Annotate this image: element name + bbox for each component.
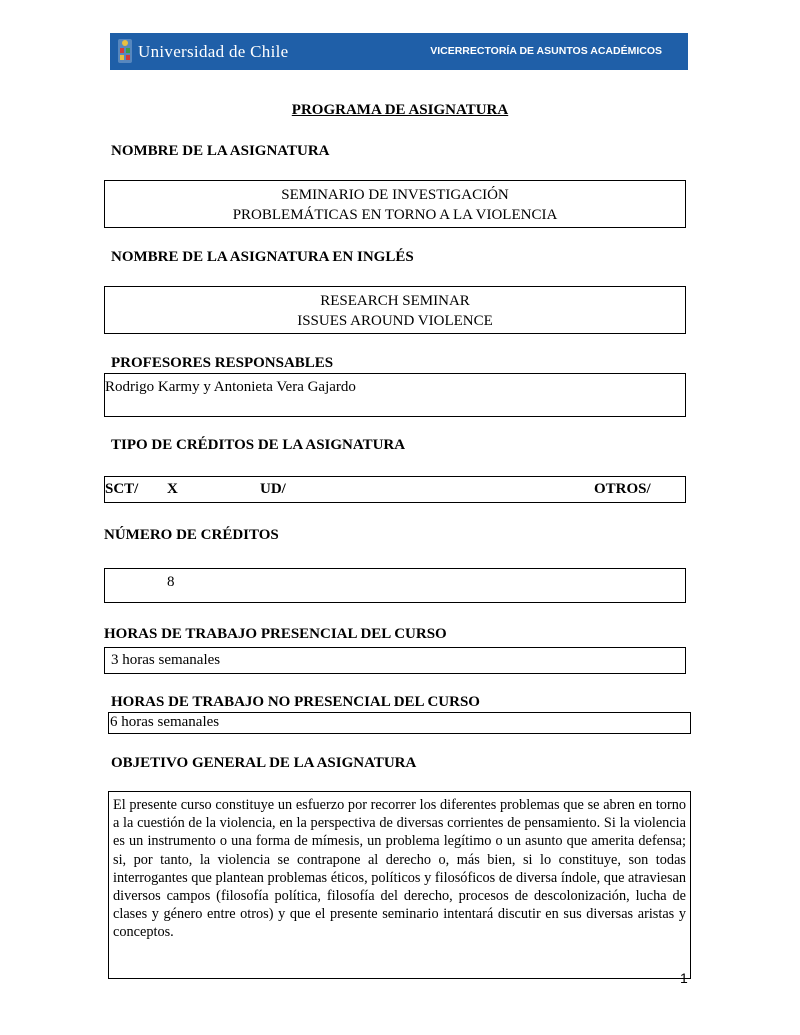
credit-type-ud: UD/ (260, 481, 286, 497)
university-name: Universidad de Chile (138, 42, 289, 61)
nonpresential-hours-box (108, 712, 691, 734)
header-banner (110, 33, 688, 70)
course-name-box (104, 180, 686, 228)
course-name-line1: SEMINARIO DE INVESTIGACIÓN (281, 187, 509, 203)
nonpresential-hours-value: 6 horas semanales (110, 714, 220, 730)
professors-label: PROFESORES RESPONSABLES (111, 355, 334, 371)
objective-text: El presente curso constituye un esfuerzo por recorrer los diferentes problemas que se abren en torno a la cuestión de la violencia, en la perspectiva de diversas corrientes de pensamiento. Si la violencia es un instrumento o una forma de mímesis, un problema legítimo o un asunto que amerita defensa; si, por tanto, la violencia se contrapone al derecho o, más bien, si lo constituye, son todas interrogantes que plantean problemas éticos, políticos y filosóficos de diversa índole, que atraviesan diversos campos (filosofía política, filosofía del derecho, procesos de descolonización, lucha de clases y género entre otros) y que el presente seminario intentará discutir en sus diversas aristas y conceptos. (113, 797, 686, 941)
credits-value: 8 (167, 574, 175, 590)
course-name-en-line1: RESEARCH SEMINAR (320, 293, 470, 309)
credits-box (104, 568, 686, 603)
document-title: PROGRAMA DE ASIGNATURA (291, 102, 509, 118)
presential-hours-box (104, 647, 686, 674)
credit-type-box (104, 476, 686, 503)
presential-hours-label: HORAS DE TRABAJO PRESENCIAL DEL CURSO (104, 626, 447, 642)
nonpresential-hours-label: HORAS DE TRABAJO NO PRESENCIAL DEL CURSO (111, 694, 480, 710)
course-name-en-line2: ISSUES AROUND VIOLENCE (297, 313, 493, 329)
professors-value: Rodrigo Karmy y Antonieta Vera Gajardo (105, 379, 356, 395)
page-number: 1 (680, 970, 688, 986)
objective-label: OBJETIVO GENERAL DE LA ASIGNATURA (111, 755, 417, 771)
credit-type-mark: X (167, 481, 178, 497)
course-name-line2: PROBLEMÁTICAS EN TORNO A LA VIOLENCIA (232, 207, 558, 223)
credits-label: NÚMERO DE CRÉDITOS (104, 527, 279, 543)
presential-hours-value: 3 horas semanales (111, 652, 221, 668)
office-name: VICERRECTORÍA DE ASUNTOS ACADÉMICOS (430, 45, 662, 57)
credit-type-otros: OTROS/ (594, 481, 651, 497)
credit-type-label: TIPO DE CRÉDITOS DE LA ASIGNATURA (111, 437, 406, 453)
professors-box (104, 373, 686, 417)
objective-box (108, 791, 691, 979)
university-crest-icon (117, 37, 133, 65)
course-name-en-label: NOMBRE DE LA ASIGNATURA EN INGLÉS (111, 249, 414, 265)
credit-type-sct: SCT/ (105, 481, 139, 497)
course-name-en-box (104, 286, 686, 334)
course-name-label: NOMBRE DE LA ASIGNATURA (111, 143, 330, 159)
